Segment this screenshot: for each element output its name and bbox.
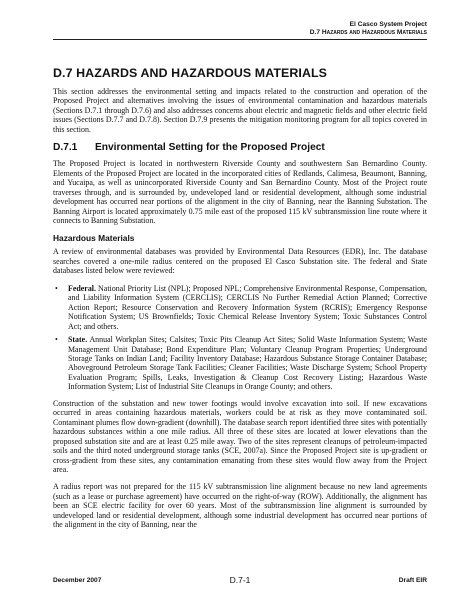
radius-report-paragraph: A radius report was not prepared for the 115 kV subtransmission line alignment because no new land agreements (such as a lease or purchase agreement) have occurred on the right-of-way (ROW). Additionally, the alignment has been an SCE electric facility for over 60 years. Most of the subtransmission line alignment is surrounded by undeveloped land or residential development, although some industrial development has occurred near portions of the alignment in the city of Banning, near the bbox=[53, 482, 427, 530]
list-item bbox=[53, 335, 427, 392]
subsection-heading bbox=[53, 142, 427, 153]
footer-document-type: Draft EIR bbox=[398, 577, 427, 584]
bullet-icon: • bbox=[55, 335, 58, 345]
subsection-title: Environmental Setting for the Proposed Project bbox=[95, 142, 325, 154]
setting-paragraph: The Proposed Project is located in northwestern Riverside County and southwestern San Bernardino County. Elements of the Proposed Project are located in the incorporated cities of Redlands, Calimesa, Beaumont, Banning, and Yucaipa, as well as unincorporated Riverside County and San Bernardino County. Most of the Project route traverses through, and is surrounded by, undeveloped land or residential development, although some industrial development has occurred near portions of the alignment in the city of Banning, near the Banning Substation. The Banning Airport is located approximately 0.75 mile east of the proposed 115 kV subtransmission line route where it connects to Banning Substation. bbox=[53, 159, 427, 225]
subsection-number: D.7.1 bbox=[53, 142, 78, 154]
construction-paragraph: Construction of the substation and new tower footings would involve excavation into soil. If new excavations occurred in areas containing hazardous materials, workers could be at risk as they move contaminated soil. Contaminant plumes flow down-gradient (downhill). The database search report identified three sites with potentially hazardous substances within a one mile radius. All three of these sites are located at lower elevations than the proposed substation site and are at least 0.25 mile away. Two of the sites represent cleanups of petroleum-impacted soils and the third noted underground storage tanks (SCE, 2007a). Since the Proposed Project site is up-gradient or cross-gradient from these sites, any contamination emanating from these sites would flow away from the Project area. bbox=[53, 398, 427, 474]
page-number: D.7-1 bbox=[229, 575, 251, 585]
intro-paragraph: This section addresses the environmental setting and impacts related to the construction and operation of the Proposed Project and alternatives involving the issues of environmental contamination and hazardous materials (Sections D.7.1 through D.7.6) and also addresses concerns about electric and magnetic fields and other electric field issues (Sections D.7.7 and D.7.8). Section D.7.9 presents the mitigation monitoring program for all topics covered in this section. bbox=[53, 87, 427, 134]
hazmat-intro-paragraph: A review of environmental databases was provided by Environmental Data Resources (EDR), Inc. The database searches covered a one-mile radius centered on the proposed El Casco Substation site. The federal and State databases listed below were reviewed: bbox=[53, 247, 427, 276]
bullet-icon: • bbox=[55, 283, 58, 293]
list-item-text: National Priority List (NPL); Proposed NPL; Comprehensive Environmental Response, Compensation, and Liability Information System (CERCLIS); CERCLIS No Further Remedial Action Planned; Corrective Action Report; Resource Conservation and Recovery Information System (RCRIS); Emergency Response Notification System; US Brownfields; Toxic Chemical Release Inventory System; Toxic Substances Control Act; and others. bbox=[68, 283, 427, 331]
footer-date: December 2007 bbox=[53, 577, 102, 584]
list-item-lead: State. bbox=[68, 335, 88, 345]
section-title: D.7 HAZARDS AND HAZARDOUS MATERIALS bbox=[53, 66, 328, 80]
header-section-name: D.7 Hazards and Hazardous Materials bbox=[309, 29, 427, 36]
hazardous-materials-heading: Hazardous Materials bbox=[53, 233, 135, 244]
header-project-name: El Casco System Project bbox=[349, 21, 427, 28]
header-divider bbox=[53, 39, 427, 40]
list-item-lead: Federal. bbox=[68, 283, 96, 293]
list-item-text: Annual Workplan Sites; Calsites; Toxic Pits Cleanup Act Sites; Solid Waste Information System; Waste Management Unit Database; Bond Expenditure Plan; Voluntary Cleanup Program Properties; Underground Storage Tanks on Indian Land; Facility Inventory Database; Hazardous Substance Storage Container Database; Aboveground Petroleum Storage Tank Facilities; Cleaner Facilities; Waste Discharge System; School Property Evaluation Program; Spills, Leaks, Investigation & Cleanup Cost Recovery Listing; Hazardous Waste Information System; List of Industrial Site Cleanups in Orange County; and others. bbox=[68, 335, 427, 392]
database-list bbox=[53, 284, 427, 392]
list-item bbox=[53, 284, 427, 331]
page-body bbox=[53, 87, 427, 538]
running-header bbox=[310, 21, 427, 37]
